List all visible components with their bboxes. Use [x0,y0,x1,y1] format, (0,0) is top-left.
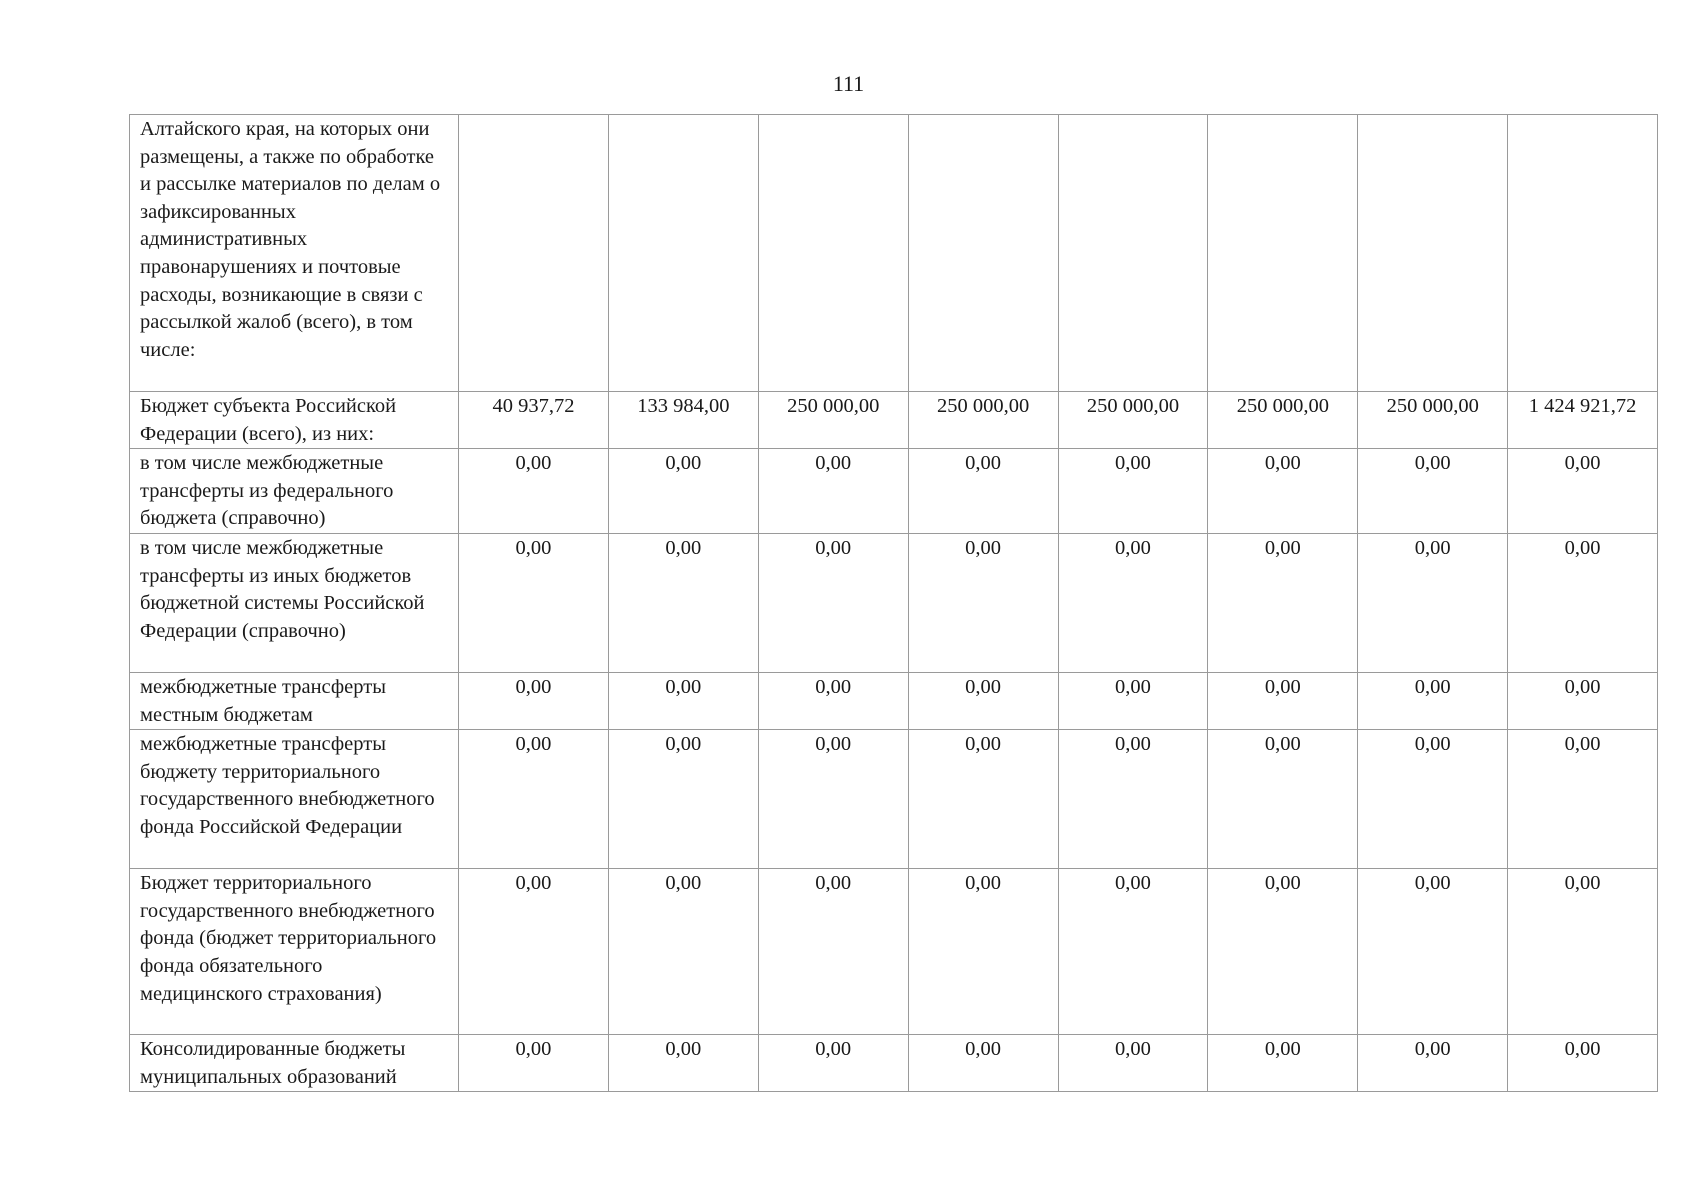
cell-value: 0,00 [758,869,908,1035]
cell-value: 0,00 [1358,869,1508,1035]
row-label: в том числе межбюджетные трансферты из федерального бюджета (справочно) [130,449,459,534]
cell-value: 0,00 [1508,730,1658,869]
cell-value: 0,00 [1508,533,1658,672]
cell-value: 0,00 [459,672,609,729]
cell-value [1508,115,1658,392]
cell-value: 0,00 [1058,672,1208,729]
cell-value: 0,00 [459,1035,609,1092]
cell-value: 0,00 [908,730,1058,869]
cell-value: 0,00 [1058,730,1208,869]
cell-value: 0,00 [608,672,758,729]
cell-value: 0,00 [1208,449,1358,534]
cell-value [758,115,908,392]
cell-value: 0,00 [1508,449,1658,534]
cell-value [608,115,758,392]
cell-value: 0,00 [758,449,908,534]
cell-value: 0,00 [908,533,1058,672]
row-label: Консолидированные бюджеты муниципальных образований [130,1035,459,1092]
cell-value: 0,00 [459,533,609,672]
cell-value: 0,00 [608,449,758,534]
cell-value: 250 000,00 [1208,392,1358,449]
cell-value: 0,00 [608,1035,758,1092]
cell-value [459,115,609,392]
cell-value: 1 424 921,72 [1508,392,1658,449]
cell-value: 0,00 [1358,449,1508,534]
cell-value: 0,00 [1208,869,1358,1035]
row-label: в том числе межбюджетные трансферты из иных бюджетов бюджетной системы Российской Федерации (справочно) [130,533,459,672]
cell-value: 0,00 [908,869,1058,1035]
cell-value: 0,00 [908,672,1058,729]
cell-value: 250 000,00 [908,392,1058,449]
row-label: Бюджет субъекта Российской Федерации (всего), из них: [130,392,459,449]
cell-value: 0,00 [1358,672,1508,729]
table-row [130,115,1658,392]
cell-value: 250 000,00 [758,392,908,449]
table-row [130,449,1658,534]
cell-value: 0,00 [1508,869,1658,1035]
budget-table [129,114,1658,1092]
table-row [130,672,1658,729]
cell-value: 0,00 [1058,1035,1208,1092]
cell-value: 0,00 [758,730,908,869]
cell-value: 0,00 [1058,449,1208,534]
cell-value: 250 000,00 [1358,392,1508,449]
cell-value: 0,00 [758,672,908,729]
cell-value: 0,00 [758,533,908,672]
table-row [130,1035,1658,1092]
cell-value: 0,00 [608,730,758,869]
table-row [130,392,1658,449]
page-number: 111 [832,71,865,96]
cell-value: 0,00 [1358,1035,1508,1092]
cell-value: 0,00 [1058,869,1208,1035]
cell-value: 0,00 [1208,730,1358,869]
cell-value: 0,00 [608,533,758,672]
table-row [130,869,1658,1035]
cell-value: 0,00 [459,449,609,534]
row-label: межбюджетные трансферты местным бюджетам [130,672,459,729]
cell-value: 0,00 [1058,533,1208,672]
cell-value: 0,00 [1208,672,1358,729]
cell-value: 0,00 [1508,672,1658,729]
cell-value: 0,00 [908,449,1058,534]
cell-value: 0,00 [758,1035,908,1092]
cell-value: 0,00 [459,869,609,1035]
cell-value: 0,00 [1508,1035,1658,1092]
cell-value: 0,00 [1358,730,1508,869]
cell-value: 133 984,00 [608,392,758,449]
cell-value: 0,00 [1358,533,1508,672]
cell-value [1208,115,1358,392]
cell-value: 0,00 [908,1035,1058,1092]
row-label: межбюджетные трансферты бюджету территориального государственного внебюджетного фонда Российской Федерации [130,730,459,869]
cell-value: 0,00 [1208,1035,1358,1092]
cell-value: 0,00 [608,869,758,1035]
cell-value [1358,115,1508,392]
cell-value [1058,115,1208,392]
table-row [130,730,1658,869]
table-row [130,533,1658,672]
cell-value: 0,00 [1208,533,1358,672]
cell-value: 0,00 [459,730,609,869]
cell-value: 250 000,00 [1058,392,1208,449]
cell-value [908,115,1058,392]
cell-value: 40 937,72 [459,392,609,449]
row-label: Бюджет территориального государственного внебюджетного фонда (бюджет территориального фонда обязательного медицинского страхования) [130,869,459,1035]
row-label: Алтайского края, на которых они размещены, а также по обработке и рассылке материалов по делам о зафиксированных административных правонарушениях и почтовые расходы, возникающие в связи с рассылкой жалоб (всего), в том числе: [130,115,459,392]
